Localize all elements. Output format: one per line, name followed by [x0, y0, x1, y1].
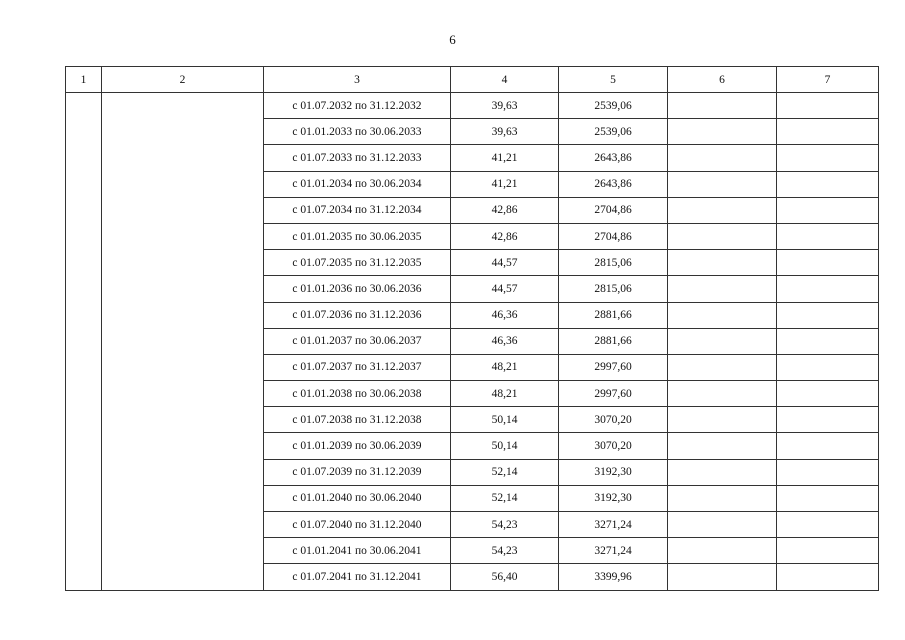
period-cell: с 01.01.2040 по 30.06.2040: [264, 485, 451, 511]
header-col-7: 7: [777, 67, 879, 93]
empty-col-6-cell: [668, 381, 777, 407]
empty-col-7-cell: [777, 459, 879, 485]
tariff-table: [65, 66, 879, 591]
period-cell: с 01.07.2041 по 31.12.2041: [264, 564, 451, 590]
period-cell: с 01.07.2037 по 31.12.2037: [264, 354, 451, 380]
value-col-4-cell: 54,23: [451, 538, 559, 564]
value-col-4-cell: 50,14: [451, 407, 559, 433]
empty-col-6-cell: [668, 93, 777, 119]
period-cell: с 01.01.2035 по 30.06.2035: [264, 223, 451, 249]
period-cell: с 01.01.2037 по 30.06.2037: [264, 328, 451, 354]
value-col-5-cell: 3399,96: [559, 564, 668, 590]
value-col-5-cell: 2539,06: [559, 119, 668, 145]
empty-col-7-cell: [777, 276, 879, 302]
header-col-5: 5: [559, 67, 668, 93]
empty-col-6-cell: [668, 328, 777, 354]
period-cell: с 01.01.2033 по 30.06.2033: [264, 119, 451, 145]
value-col-4-cell: 50,14: [451, 433, 559, 459]
empty-col-7-cell: [777, 538, 879, 564]
empty-col-6-cell: [668, 302, 777, 328]
period-cell: с 01.07.2038 по 31.12.2038: [264, 407, 451, 433]
value-col-5-cell: 2815,06: [559, 276, 668, 302]
value-col-4-cell: 46,36: [451, 302, 559, 328]
empty-col-6-cell: [668, 354, 777, 380]
empty-col-7-cell: [777, 328, 879, 354]
value-col-5-cell: 3192,30: [559, 459, 668, 485]
period-cell: с 01.07.2039 по 31.12.2039: [264, 459, 451, 485]
value-col-5-cell: 3192,30: [559, 485, 668, 511]
value-col-4-cell: 42,86: [451, 197, 559, 223]
period-cell: с 01.07.2036 по 31.12.2036: [264, 302, 451, 328]
empty-col-7-cell: [777, 93, 879, 119]
empty-col-6-cell: [668, 433, 777, 459]
empty-col-7-cell: [777, 250, 879, 276]
period-cell: с 01.07.2032 по 31.12.2032: [264, 93, 451, 119]
value-col-4-cell: 46,36: [451, 328, 559, 354]
empty-col-6-cell: [668, 485, 777, 511]
value-col-5-cell: 2881,66: [559, 328, 668, 354]
value-col-5-cell: 3070,20: [559, 407, 668, 433]
value-col-5-cell: 2997,60: [559, 354, 668, 380]
period-cell: с 01.01.2039 по 30.06.2039: [264, 433, 451, 459]
value-col-5-cell: 3070,20: [559, 433, 668, 459]
header-col-4: 4: [451, 67, 559, 93]
value-col-5-cell: 3271,24: [559, 512, 668, 538]
value-col-5-cell: 2704,86: [559, 197, 668, 223]
col-2-merged-cell: [102, 93, 264, 591]
empty-col-7-cell: [777, 381, 879, 407]
empty-col-6-cell: [668, 276, 777, 302]
empty-col-6-cell: [668, 197, 777, 223]
empty-col-6-cell: [668, 119, 777, 145]
period-cell: с 01.07.2033 по 31.12.2033: [264, 145, 451, 171]
value-col-5-cell: 2881,66: [559, 302, 668, 328]
empty-col-7-cell: [777, 407, 879, 433]
empty-col-7-cell: [777, 171, 879, 197]
value-col-4-cell: 48,21: [451, 354, 559, 380]
empty-col-7-cell: [777, 119, 879, 145]
empty-col-7-cell: [777, 512, 879, 538]
empty-col-6-cell: [668, 407, 777, 433]
empty-col-7-cell: [777, 433, 879, 459]
empty-col-6-cell: [668, 171, 777, 197]
value-col-4-cell: 42,86: [451, 223, 559, 249]
empty-col-7-cell: [777, 302, 879, 328]
period-cell: с 01.01.2034 по 30.06.2034: [264, 171, 451, 197]
value-col-4-cell: 48,21: [451, 381, 559, 407]
header-col-6: 6: [668, 67, 777, 93]
period-cell: с 01.07.2034 по 31.12.2034: [264, 197, 451, 223]
empty-col-6-cell: [668, 564, 777, 590]
value-col-4-cell: 44,57: [451, 276, 559, 302]
header-col-3: 3: [264, 67, 451, 93]
value-col-4-cell: 56,40: [451, 564, 559, 590]
empty-col-7-cell: [777, 145, 879, 171]
period-cell: с 01.01.2038 по 30.06.2038: [264, 381, 451, 407]
col-1-merged-cell: [66, 93, 102, 591]
empty-col-6-cell: [668, 459, 777, 485]
value-col-4-cell: 41,21: [451, 145, 559, 171]
empty-col-6-cell: [668, 250, 777, 276]
value-col-4-cell: 39,63: [451, 119, 559, 145]
empty-col-7-cell: [777, 197, 879, 223]
header-row: [66, 67, 879, 93]
empty-col-7-cell: [777, 485, 879, 511]
empty-col-6-cell: [668, 538, 777, 564]
value-col-4-cell: 52,14: [451, 485, 559, 511]
value-col-5-cell: 2704,86: [559, 223, 668, 249]
value-col-5-cell: 2815,06: [559, 250, 668, 276]
table-row: [66, 93, 879, 119]
table-body: [66, 93, 879, 591]
empty-col-7-cell: [777, 354, 879, 380]
page-number: 6: [449, 32, 456, 47]
value-col-5-cell: 3271,24: [559, 538, 668, 564]
period-cell: с 01.01.2041 по 30.06.2041: [264, 538, 451, 564]
value-col-4-cell: 41,21: [451, 171, 559, 197]
empty-col-6-cell: [668, 223, 777, 249]
value-col-5-cell: 2643,86: [559, 145, 668, 171]
value-col-4-cell: 52,14: [451, 459, 559, 485]
value-col-5-cell: 2539,06: [559, 93, 668, 119]
empty-col-6-cell: [668, 145, 777, 171]
empty-col-7-cell: [777, 223, 879, 249]
period-cell: с 01.07.2035 по 31.12.2035: [264, 250, 451, 276]
empty-col-6-cell: [668, 512, 777, 538]
value-col-5-cell: 2643,86: [559, 171, 668, 197]
header-col-2: 2: [102, 67, 264, 93]
value-col-4-cell: 44,57: [451, 250, 559, 276]
value-col-4-cell: 39,63: [451, 93, 559, 119]
empty-col-7-cell: [777, 564, 879, 590]
header-col-1: 1: [66, 67, 102, 93]
value-col-4-cell: 54,23: [451, 512, 559, 538]
period-cell: с 01.07.2040 по 31.12.2040: [264, 512, 451, 538]
period-cell: с 01.01.2036 по 30.06.2036: [264, 276, 451, 302]
value-col-5-cell: 2997,60: [559, 381, 668, 407]
